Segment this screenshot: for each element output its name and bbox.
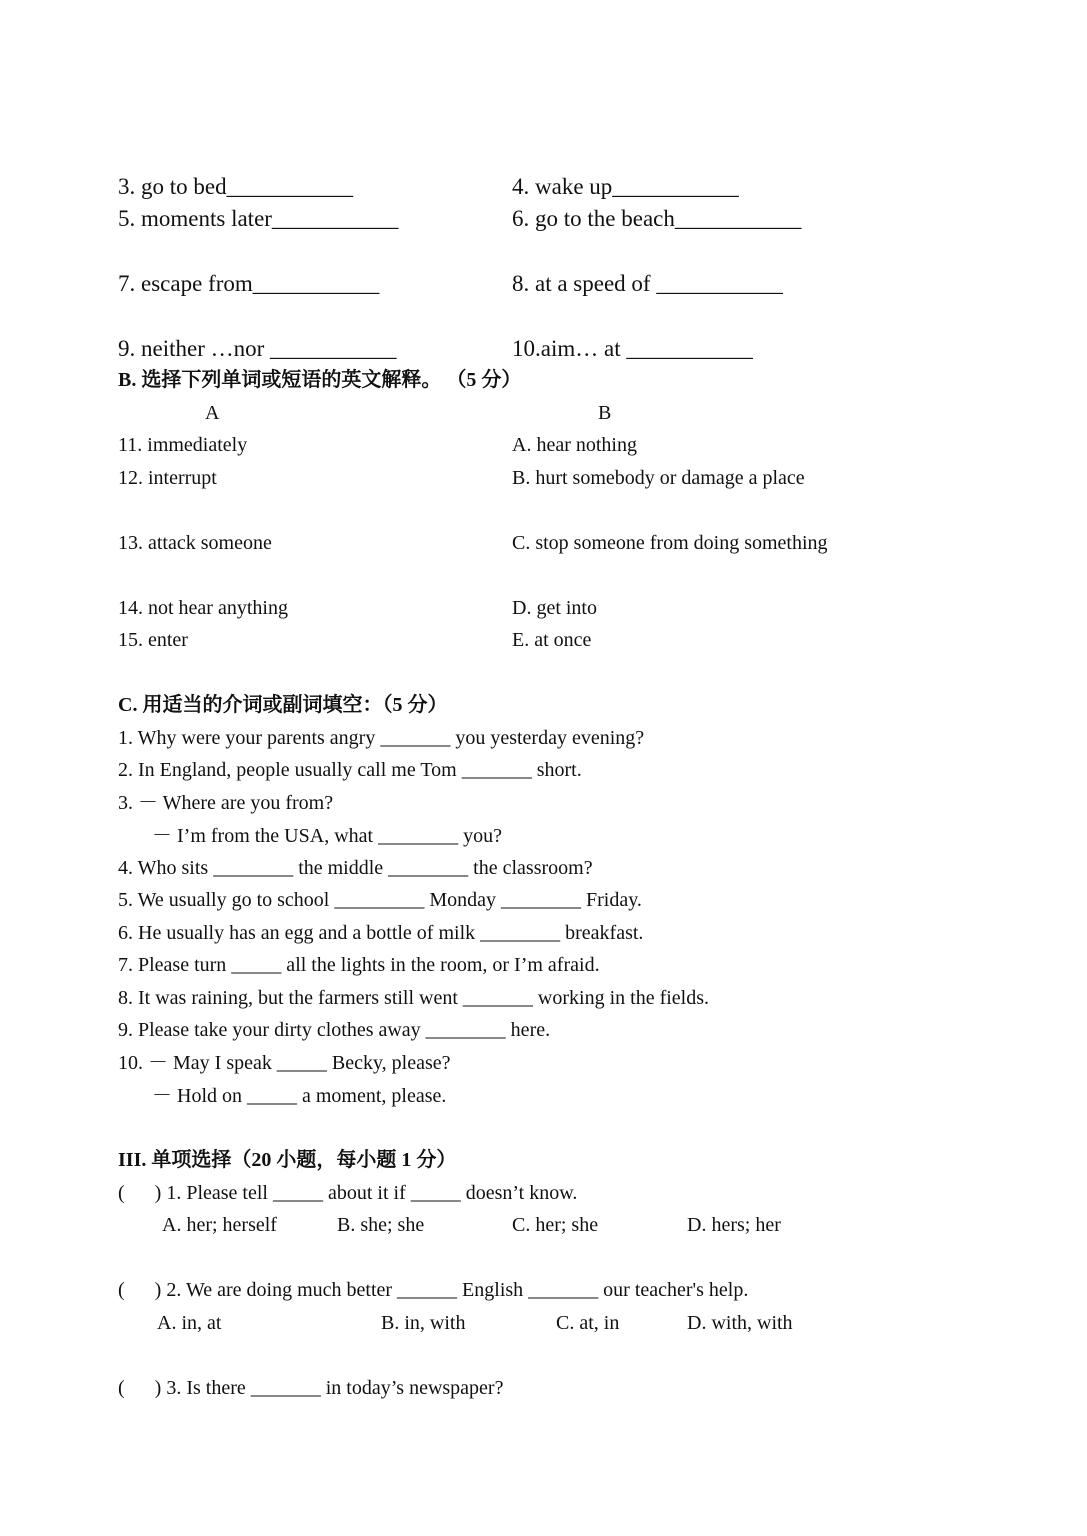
phrase-item-9: 9. neither …nor ___________ <box>118 336 397 361</box>
question-1-option-b: B. she; she <box>337 1214 425 1236</box>
question-1-option-d: D. hers; her <box>687 1214 781 1236</box>
question-2-option-b: B. in, with <box>381 1312 466 1334</box>
fill-blank-line-4: 4. Who sits ________ the middle ________ the classroom? <box>118 857 593 879</box>
question-1-option-c: C. her; she <box>512 1214 599 1236</box>
fill-blank-line-9: 9. Please take your dirty clothes away ________ here. <box>118 1019 551 1041</box>
phrase-item-5: 5. moments later___________ <box>118 206 399 231</box>
fill-blank-line-8: 8. It was raining, but the farmers still went _______ working in the fields. <box>118 987 710 1009</box>
question-2-option-d: D. with, with <box>687 1312 793 1334</box>
section-3-heading: III. 单项选择（20 小题，每小题 1 分） <box>118 1149 457 1171</box>
match-item-14: 14. not hear anything <box>118 597 288 619</box>
phrase-item-8: 8. at a speed of ___________ <box>512 271 783 296</box>
fill-blank-line-10: 10. － May I speak _____ Becky, please? <box>118 1052 451 1074</box>
question-2-stem: ( ) 2. We are doing much better ______ English _______ our teacher's help. <box>118 1279 749 1301</box>
fill-blank-line-2: 2. In England, people usually call me Tom _______ short. <box>118 759 582 781</box>
match-item-13: 13. attack someone <box>118 532 272 554</box>
match-option-c: C. stop someone from doing something <box>512 532 828 554</box>
fill-blank-line-6: 6. He usually has an egg and a bottle of milk ________ breakfast. <box>118 922 644 944</box>
section-b-heading: B. 选择下列单词或短语的英文解释。 （5 分） <box>118 369 522 391</box>
fill-blank-line-10-reply: － Hold on _____ a moment, please. <box>152 1085 447 1107</box>
phrase-item-4: 4. wake up___________ <box>512 174 739 199</box>
match-option-d: D. get into <box>512 597 597 619</box>
phrase-item-7: 7. escape from___________ <box>118 271 380 296</box>
match-item-15: 15. enter <box>118 629 188 651</box>
question-3-stem: ( ) 3. Is there _______ in today’s newspaper? <box>118 1377 504 1399</box>
question-2-option-a: A. in, at <box>157 1312 222 1334</box>
match-option-b: B. hurt somebody or damage a place <box>512 467 805 489</box>
fill-blank-line-3-reply: － I’m from the USA, what ________ you? <box>152 825 502 847</box>
section-c-heading: C. 用适当的介词或副词填空：（5 分） <box>118 694 448 716</box>
match-item-11: 11. immediately <box>118 434 248 456</box>
column-b-label: B <box>598 402 612 424</box>
question-1-option-a: A. her; herself <box>162 1214 277 1236</box>
fill-blank-line-3: 3. － Where are you from? <box>118 792 334 814</box>
match-option-a: A. hear nothing <box>512 434 637 456</box>
phrase-item-3: 3. go to bed___________ <box>118 174 354 199</box>
fill-blank-line-5: 5. We usually go to school _________ Monday ________ Friday. <box>118 889 642 911</box>
fill-blank-line-1: 1. Why were your parents angry _______ you yesterday evening? <box>118 727 645 749</box>
question-1-stem: ( ) 1. Please tell _____ about it if _____ doesn’t know. <box>118 1182 578 1204</box>
column-a-label: A <box>205 402 220 424</box>
fill-blank-line-7: 7. Please turn _____ all the lights in the room, or I’m afraid. <box>118 954 600 976</box>
question-2-option-c: C. at, in <box>556 1312 620 1334</box>
match-option-e: E. at once <box>512 629 592 651</box>
phrase-item-6: 6. go to the beach___________ <box>512 206 802 231</box>
phrase-item-10: 10.aim… at ___________ <box>512 336 753 361</box>
match-item-12: 12. interrupt <box>118 467 217 489</box>
